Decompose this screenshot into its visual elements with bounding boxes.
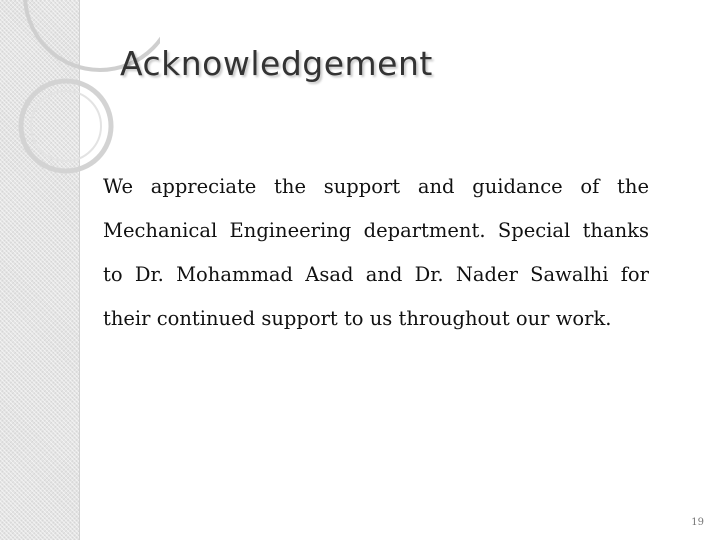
deco-ring-small: [21, 81, 111, 171]
page-number: 19: [691, 517, 704, 528]
slide-title: Acknowledgement: [120, 44, 433, 83]
acknowledgement-text: We appreciate the support and guidance of the Mechanical Engineering department. Special thanks to Dr. Mohammad Asad and Dr. Nader Sawalhi for their continued support to us throughout our work.: [103, 175, 649, 330]
deco-ring-inner: [31, 91, 101, 161]
